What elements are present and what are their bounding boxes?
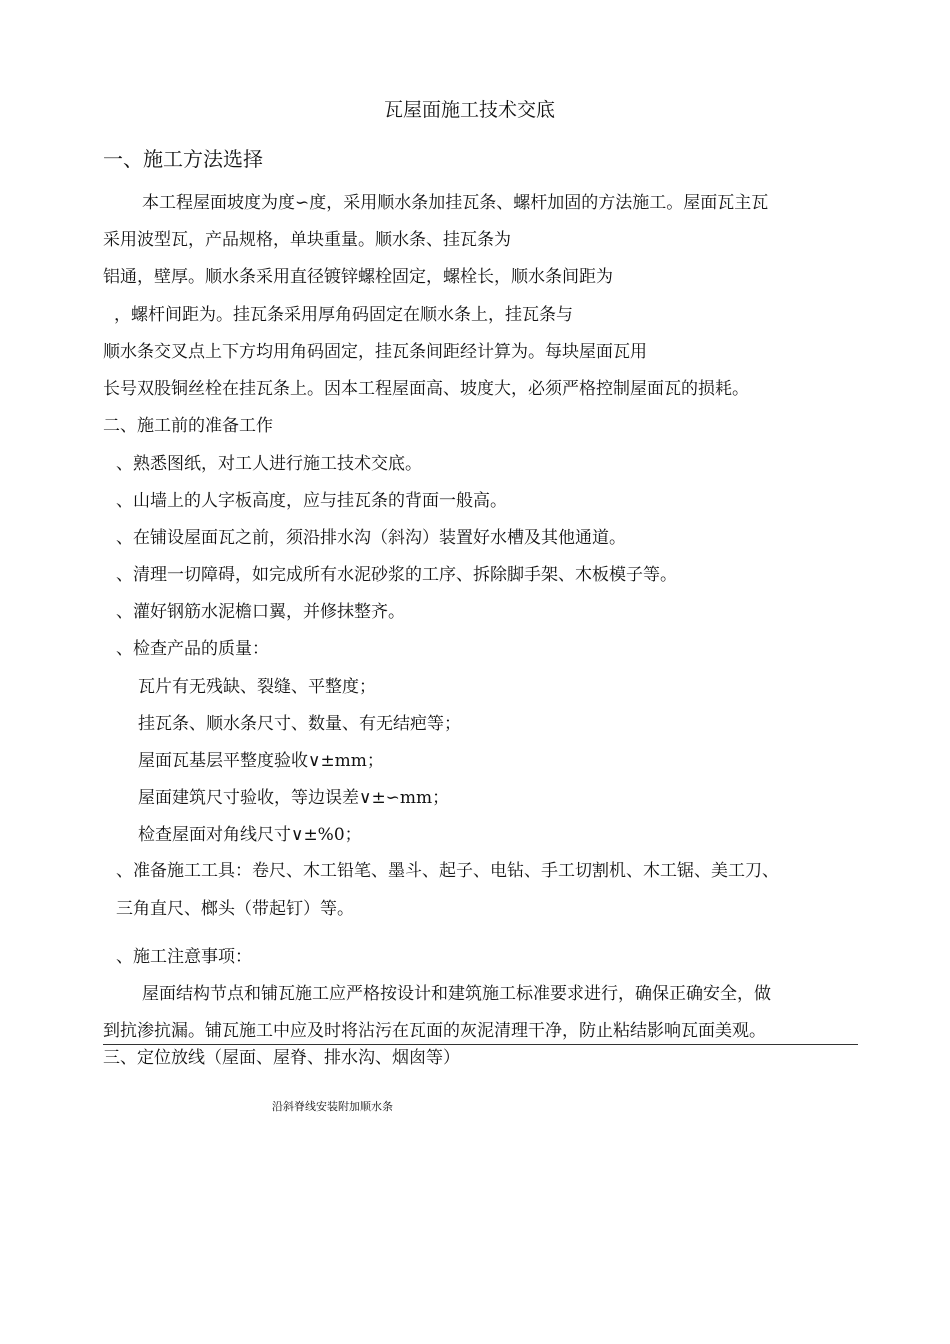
list-item: 、山墙上的人字板高度，应与挂瓦条的背面一般高。 [116,491,507,511]
paragraph-line: 顺水条交叉点上下方均用角码固定，挂瓦条间距经计算为。每块屋面瓦用 [103,342,647,362]
list-item-continuation: 三角直尺、榔头（带起钉）等。 [116,899,354,919]
section-3-heading: 三、定位放线（屋面、屋脊、排水沟、烟囱等） [103,1048,460,1068]
paragraph-line: 到抗渗抗漏。铺瓦施工中应及时将沾污在瓦面的灰泥清理干净，防止粘结影响瓦面美观。 [103,1021,766,1041]
paragraph-line: ，螺杆间距为。挂瓦条采用厚角码固定在顺水条上，挂瓦条与 [114,305,573,325]
check-item: 瓦片有无残缺、裂缝、平整度； [138,677,376,697]
check-item: 屋面瓦基层平整度验收∨±mm； [138,751,384,771]
list-item: 、在铺设屋面瓦之前，须沿排水沟（斜沟）装置好水槽及其他通道。 [116,528,626,548]
paragraph-line: 长号双股铜丝栓在挂瓦条上。因本工程屋面高、坡度大，必须严格控制屋面瓦的损耗。 [103,379,749,399]
paragraph-line: 铝通，壁厚。顺水条采用直径镀锌螺栓固定，螺栓长，顺水条间距为 [103,267,613,287]
paragraph-line: 采用波型瓦，产品规格，单块重量。顺水条、挂瓦条为 [103,230,511,250]
list-item: 、准备施工工具：卷尺、木工铅笔、墨斗、起子、电钻、手工切割机、木工锯、美工刀、 [116,861,779,881]
list-item: 、检查产品的质量： [116,639,269,659]
check-item: 挂瓦条、顺水条尺寸、数量、有无结疤等； [138,714,461,734]
list-item: 、灌好钢筋水泥檐口翼，并修抹整齐。 [116,602,405,622]
section-1-heading: 一、施工方法选择 [103,147,263,171]
check-item: 屋面建筑尺寸验收，等边误差∨±∽mm； [138,788,450,808]
check-item: 检查屋面对角线尺寸∨±%0； [138,825,362,845]
paragraph-line: 屋面结构节点和铺瓦施工应严格按设计和建筑施工标准要求进行，确保正确安全，做 [142,984,771,1004]
list-item: 、施工注意事项： [116,947,252,967]
list-item: 、清理一切障碍，如完成所有水泥砂浆的工序、拆除脚手架、木板模子等。 [116,565,677,585]
figure-caption: 沿斜脊线安装附加顺水条 [272,1100,393,1113]
section-2-heading: 二、施工前的准备工作 [103,416,273,436]
paragraph-line: 本工程屋面坡度为度∽度，采用顺水条加挂瓦条、螺杆加固的方法施工。屋面瓦主瓦 [142,193,769,213]
horizontal-rule [103,1044,858,1045]
document-title: 瓦屋面施工技术交底 [384,99,556,121]
list-item: 、熟悉图纸，对工人进行施工技术交底。 [116,454,422,474]
